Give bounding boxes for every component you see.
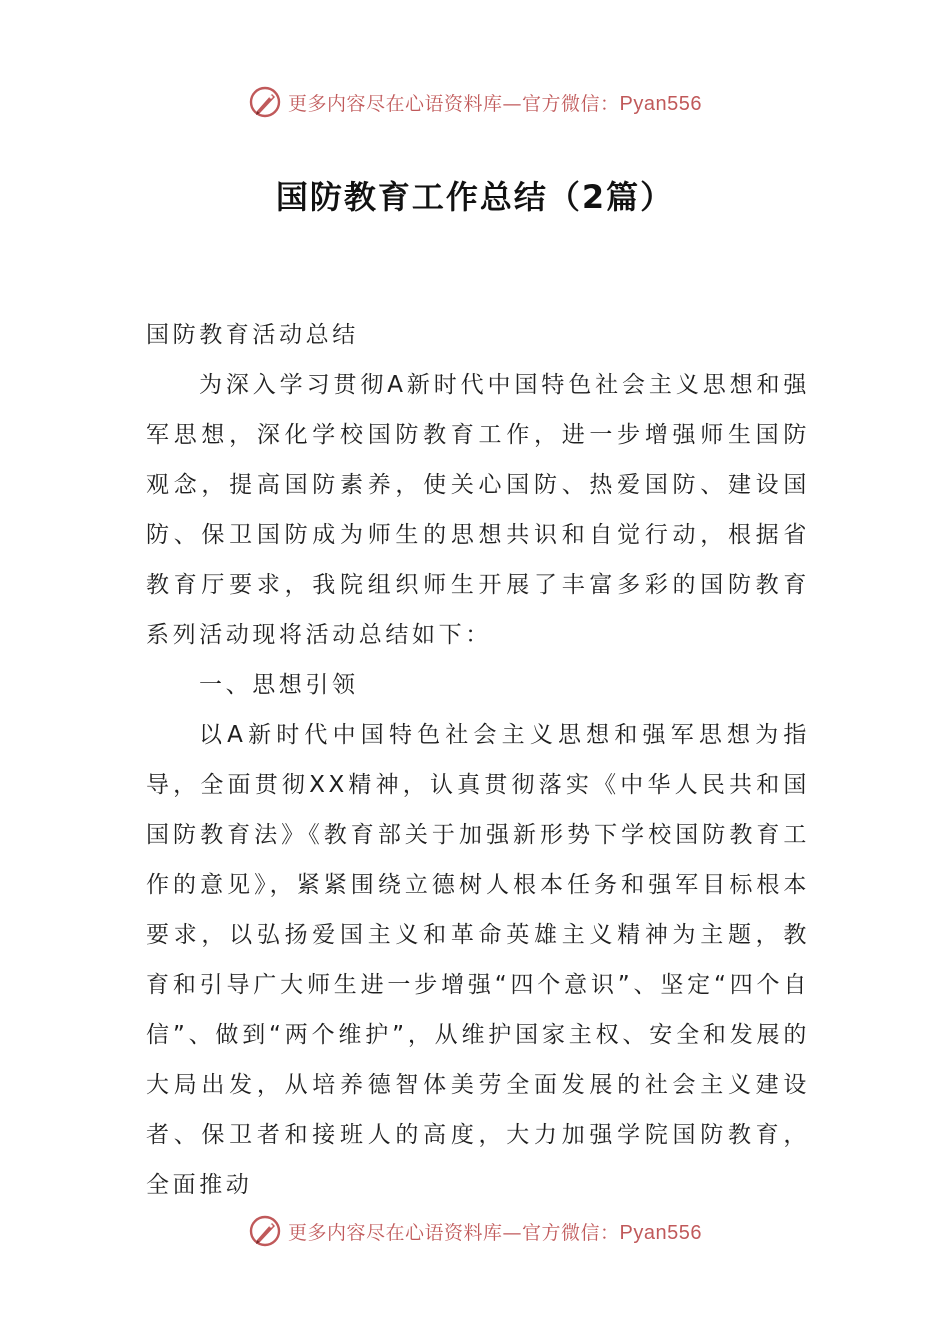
pen-logo-icon [248, 1214, 282, 1248]
document-body [146, 310, 810, 1210]
page-title: 国防教育工作总结（2篇） [275, 178, 675, 216]
banner-text: 更多内容尽在心语资料库—官方微信：Pyan556 [288, 92, 702, 115]
paragraph: 为深入学习贯彻A新时代中国特色社会主义思想和强军思想，深化学校国防教育工作，进一步增强师生国防观念，提高国防素养，使关心国防、热爱国防、建设国防、保卫国防成为师生的思想共识和自觉行动，根据省教育厅要求，我院组织师生开展了丰富多彩的国防教育系列活动现将活动总结如下： [146, 372, 810, 648]
banner-text: 更多内容尽在心语资料库—官方微信：Pyan556 [288, 1221, 702, 1244]
pen-logo-icon [248, 85, 282, 119]
wechat-id: Pyan556 [619, 1221, 702, 1244]
paragraph: 以A新时代中国特色社会主义思想和强军思想为指导，全面贯彻XX精神，认真贯彻落实《中华人民共和国国防教育法》《教育部关于加强新形势下学校国防教育工作的意见》，紧紧围绕立德树人根本任务和强军目标根本要求，以弘扬爱国主义和革命英雄主义精神为主题，教育和引导广大师生进一步增强“四个意识”、坚定“四个自信”、做到“两个维护”，从维护国家主权、安全和发展的大局出发，从培养德智体美劳全面发展的社会主义建设者、保卫者和接班人的高度，大力加强学院国防教育，全面推动 [146, 722, 810, 1198]
section-subtitle: 国防教育活动总结 [146, 322, 359, 348]
wechat-id: Pyan556 [619, 92, 702, 115]
footer-banner [0, 1211, 950, 1251]
header-banner [0, 82, 950, 122]
section-heading: 一、思想引领 [199, 672, 359, 698]
